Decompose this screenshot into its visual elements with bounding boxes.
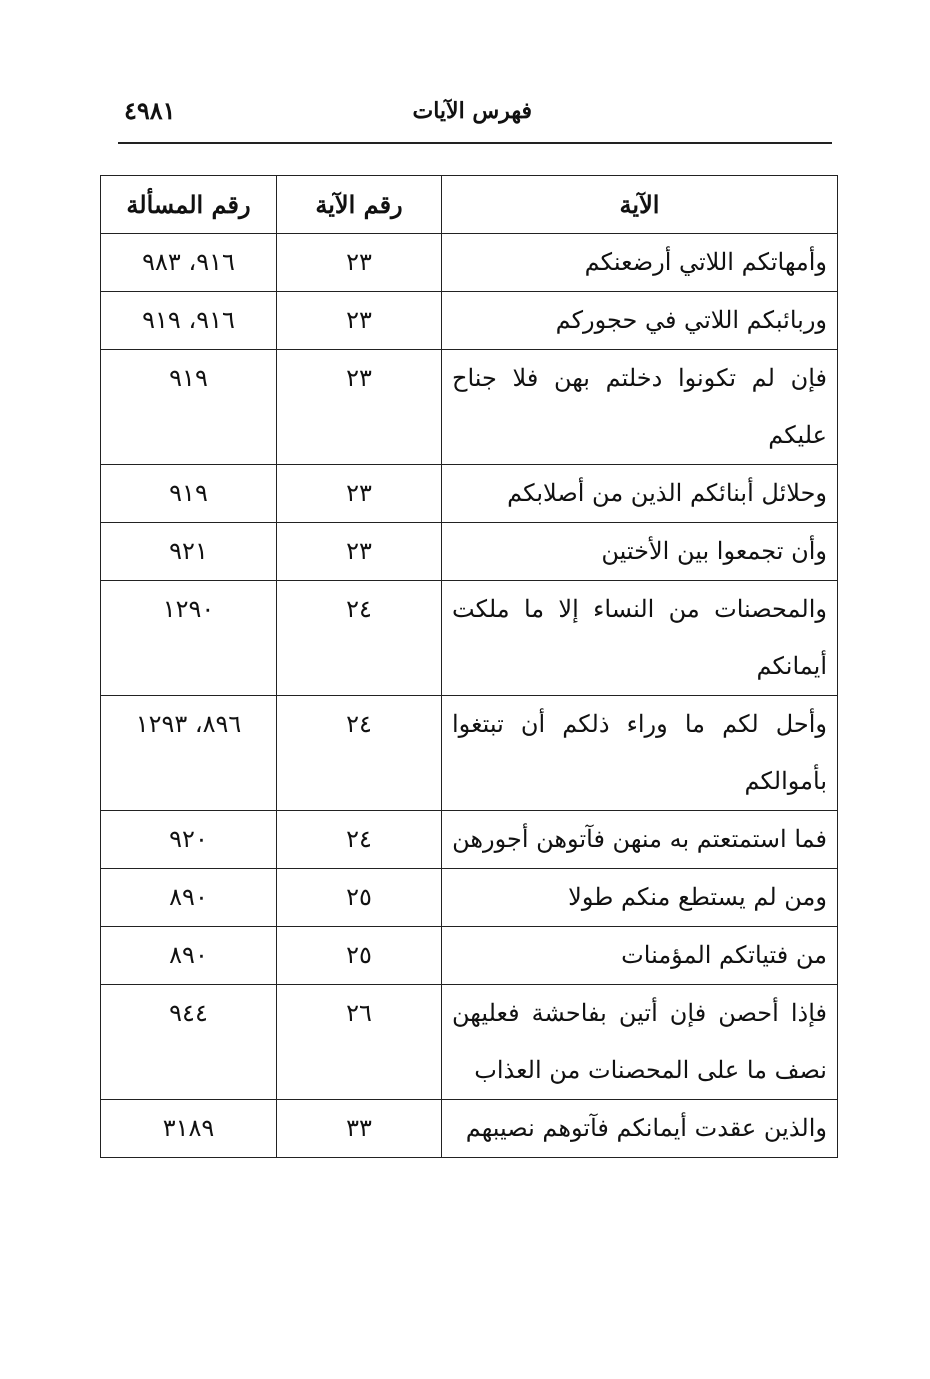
- header-masala-number: رقم المسألة: [101, 176, 277, 234]
- table-row: [101, 292, 838, 350]
- masala-number-cell: ٩١٦، ٩١٩: [101, 292, 277, 350]
- ayah-number-cell: ٢٥: [277, 927, 442, 985]
- ayah-cell: فما استمتعتم به منهن فآتوهن أجورهن: [442, 811, 838, 869]
- page-header: [118, 90, 832, 144]
- ayah-cell: والمحصنات من النساء إلا ما ملكت أيمانكم: [442, 581, 838, 696]
- table-row: [101, 696, 838, 811]
- ayah-cell: فإذا أحصن فإن أتين بفاحشة فعليهن نصف ما على المحصنات من العذاب: [442, 985, 838, 1100]
- ayah-number-cell: ٢٤: [277, 581, 442, 696]
- table-row: [101, 869, 838, 927]
- ayah-cell: ومن لم يستطع منكم طولا: [442, 869, 838, 927]
- table-row: [101, 1100, 838, 1158]
- ayah-number-cell: ٢٣: [277, 350, 442, 465]
- ayah-cell: وحلائل أبنائكم الذين من أصلابكم: [442, 465, 838, 523]
- ayah-number-cell: ٢٣: [277, 292, 442, 350]
- table-row: [101, 811, 838, 869]
- masala-number-cell: ١٢٩٠: [101, 581, 277, 696]
- ayah-cell: فإن لم تكونوا دخلتم بهن فلا جناح عليكم: [442, 350, 838, 465]
- masala-number-cell: ٩٢١: [101, 523, 277, 581]
- masala-number-cell: ٨٩٠: [101, 927, 277, 985]
- header-ayah: الآية: [442, 176, 838, 234]
- ayah-number-cell: ٢٣: [277, 465, 442, 523]
- masala-number-cell: ٩٢٠: [101, 811, 277, 869]
- table-row: [101, 234, 838, 292]
- table-row: [101, 985, 838, 1100]
- ayah-cell: وأن تجمعوا بين الأختين: [442, 523, 838, 581]
- page-number: ٤٩٨١: [124, 96, 176, 125]
- ayah-cell: والذين عقدت أيمانكم فآتوهم نصيبهم: [442, 1100, 838, 1158]
- table-header-row: [101, 176, 838, 234]
- table-row: [101, 927, 838, 985]
- ayah-number-cell: ٢٤: [277, 811, 442, 869]
- masala-number-cell: ٩٤٤: [101, 985, 277, 1100]
- table-row: [101, 523, 838, 581]
- running-title: فهرس الآيات: [412, 98, 532, 124]
- masala-number-cell: ٨٩٠: [101, 869, 277, 927]
- ayah-cell: وأمهاتكم اللاتي أرضعنكم: [442, 234, 838, 292]
- ayah-number-cell: ٢٦: [277, 985, 442, 1100]
- masala-number-cell: ٨٩٦، ١٢٩٣: [101, 696, 277, 811]
- masala-number-cell: ٩١٦، ٩٨٣: [101, 234, 277, 292]
- ayah-number-cell: ٢٤: [277, 696, 442, 811]
- masala-number-cell: ٩١٩: [101, 465, 277, 523]
- table-row: [101, 465, 838, 523]
- ayah-cell: وربائبكم اللاتي في حجوركم: [442, 292, 838, 350]
- ayah-number-cell: ٢٣: [277, 523, 442, 581]
- table-row: [101, 350, 838, 465]
- header-ayah-number: رقم الآية: [277, 176, 442, 234]
- ayah-number-cell: ٢٣: [277, 234, 442, 292]
- masala-number-cell: ٩١٩: [101, 350, 277, 465]
- ayah-cell: وأحل لكم ما وراء ذلكم أن تبتغوا بأموالكم: [442, 696, 838, 811]
- table-row: [101, 581, 838, 696]
- verse-index-table: [100, 175, 838, 1158]
- ayah-number-cell: ٣٣: [277, 1100, 442, 1158]
- ayah-number-cell: ٢٥: [277, 869, 442, 927]
- ayah-cell: من فتياتكم المؤمنات: [442, 927, 838, 985]
- masala-number-cell: ٣١٨٩: [101, 1100, 277, 1158]
